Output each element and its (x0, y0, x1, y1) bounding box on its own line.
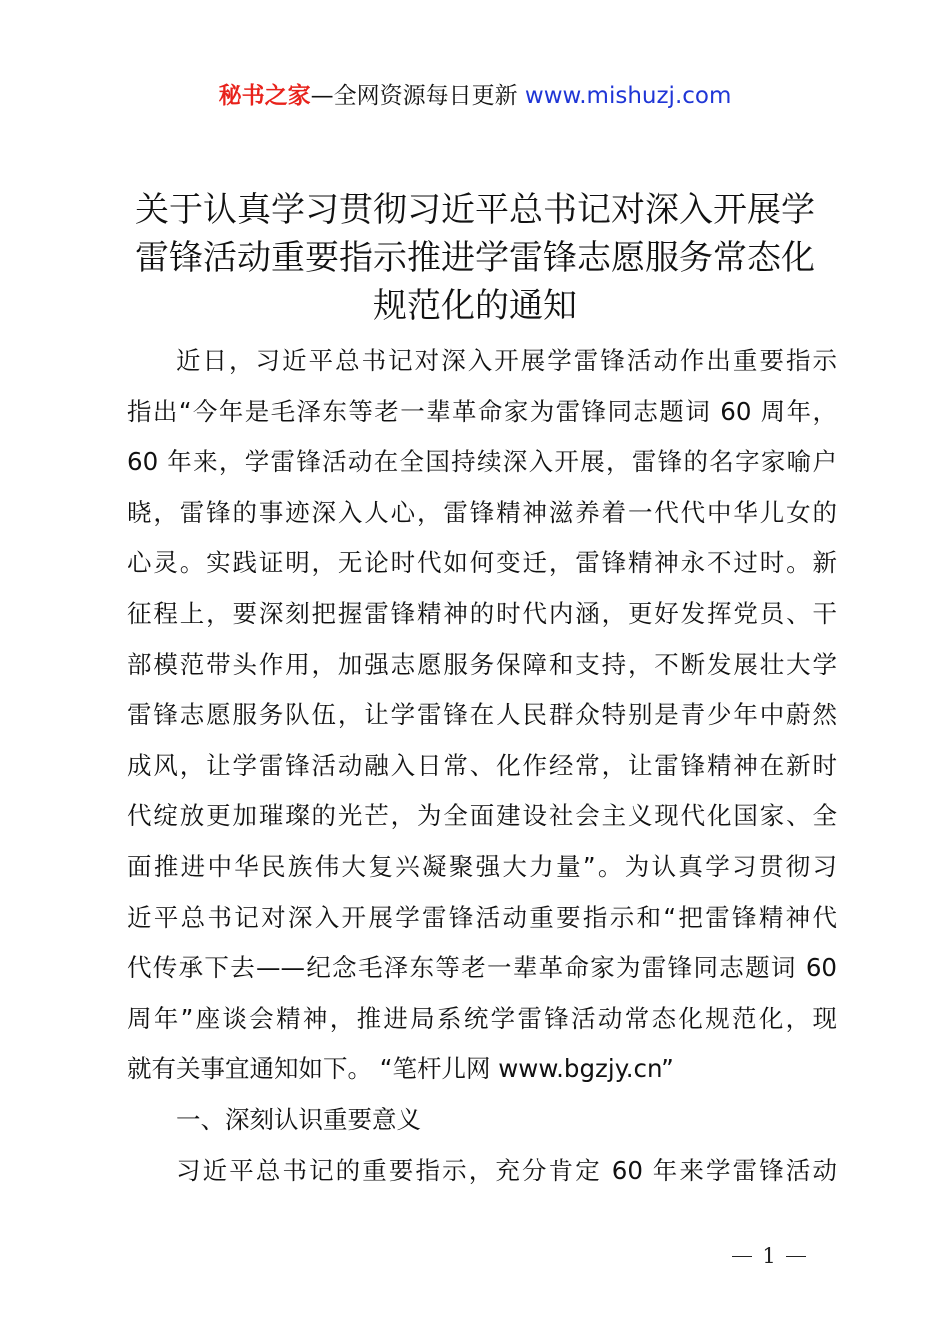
text-line: 近日，习近平总书记对深入开展学雷锋活动作出重要指示 (176, 346, 837, 375)
text-line: 60 年来，学雷锋活动在全国持续深入开展，雷锋的名字家喻户 (127, 447, 837, 477)
title-line: 关于认真学习贯彻习近平总书记对深入开展学 (135, 190, 815, 230)
text-line: 近平总书记对深入开展学雷锋活动重要指示和“把雷锋精神代 (127, 902, 837, 932)
page-number: 1 (762, 1244, 776, 1268)
text-line: 部模范带头作用，加强志愿服务保障和支持，不断发展壮大学 (127, 649, 837, 679)
site-header (0, 80, 950, 112)
text-line: 习近平总书记的重要指示，充分肯定 60 年来学雷锋活动 (176, 1155, 837, 1185)
text-line: 心灵。实践证明，无论时代如何变迁，雷锋精神永不过时。新 (127, 548, 837, 578)
title-line: 雷锋活动重要指示推进学雷锋志愿服务常态化 (135, 238, 815, 278)
text-line: 成风，让学雷锋活动融入日常、化作经常，让雷锋精神在新时 (127, 750, 837, 780)
text-line: 代传承下去——纪念毛泽东等老一辈革命家为雷锋同志题词 60 (127, 953, 837, 983)
document-body (127, 336, 837, 1196)
page-footer (724, 1240, 814, 1272)
text-line: 雷锋志愿服务队伍，让学雷锋在人民群众特别是青少年中蔚然 (127, 700, 837, 730)
document-title (110, 186, 840, 330)
site-url[interactable]: www.mishuzj.com (524, 83, 732, 109)
text-line: 指出“今年是毛泽东等老一辈革命家为雷锋同志题词 60 周年， (127, 396, 837, 426)
site-brand: 秘书之家 (218, 83, 311, 109)
paragraph-intro (127, 336, 837, 1095)
text-line: 代绽放更加璀璨的光芒，为全面建设社会主义现代化国家、全 (127, 801, 837, 831)
text-line: 周年”座谈会精神，推进局系统学雷锋活动常态化规范化，现 (127, 1003, 837, 1033)
section-heading: 一、深刻认识重要意义 (176, 1104, 421, 1134)
page-number-dash (732, 1256, 752, 1257)
title-line: 规范化的通知 (373, 286, 577, 326)
text-line: 晓，雷锋的事迹深入人心，雷锋精神滋养着一代代中华儿女的 (127, 497, 837, 527)
site-tagline: —全网资源每日更新 (310, 83, 525, 109)
text-line: 面推进中华民族伟大复兴凝聚强大力量”。为认真学习贯彻习 (127, 851, 837, 881)
text-line: 征程上，要深刻把握雷锋精神的时代内涵，更好发挥党员、干 (127, 598, 837, 628)
page-number-dash (786, 1256, 806, 1257)
text-line: 就有关事宜通知如下。 “笔杆儿网 www.bgzjy.cn” (127, 1054, 674, 1084)
